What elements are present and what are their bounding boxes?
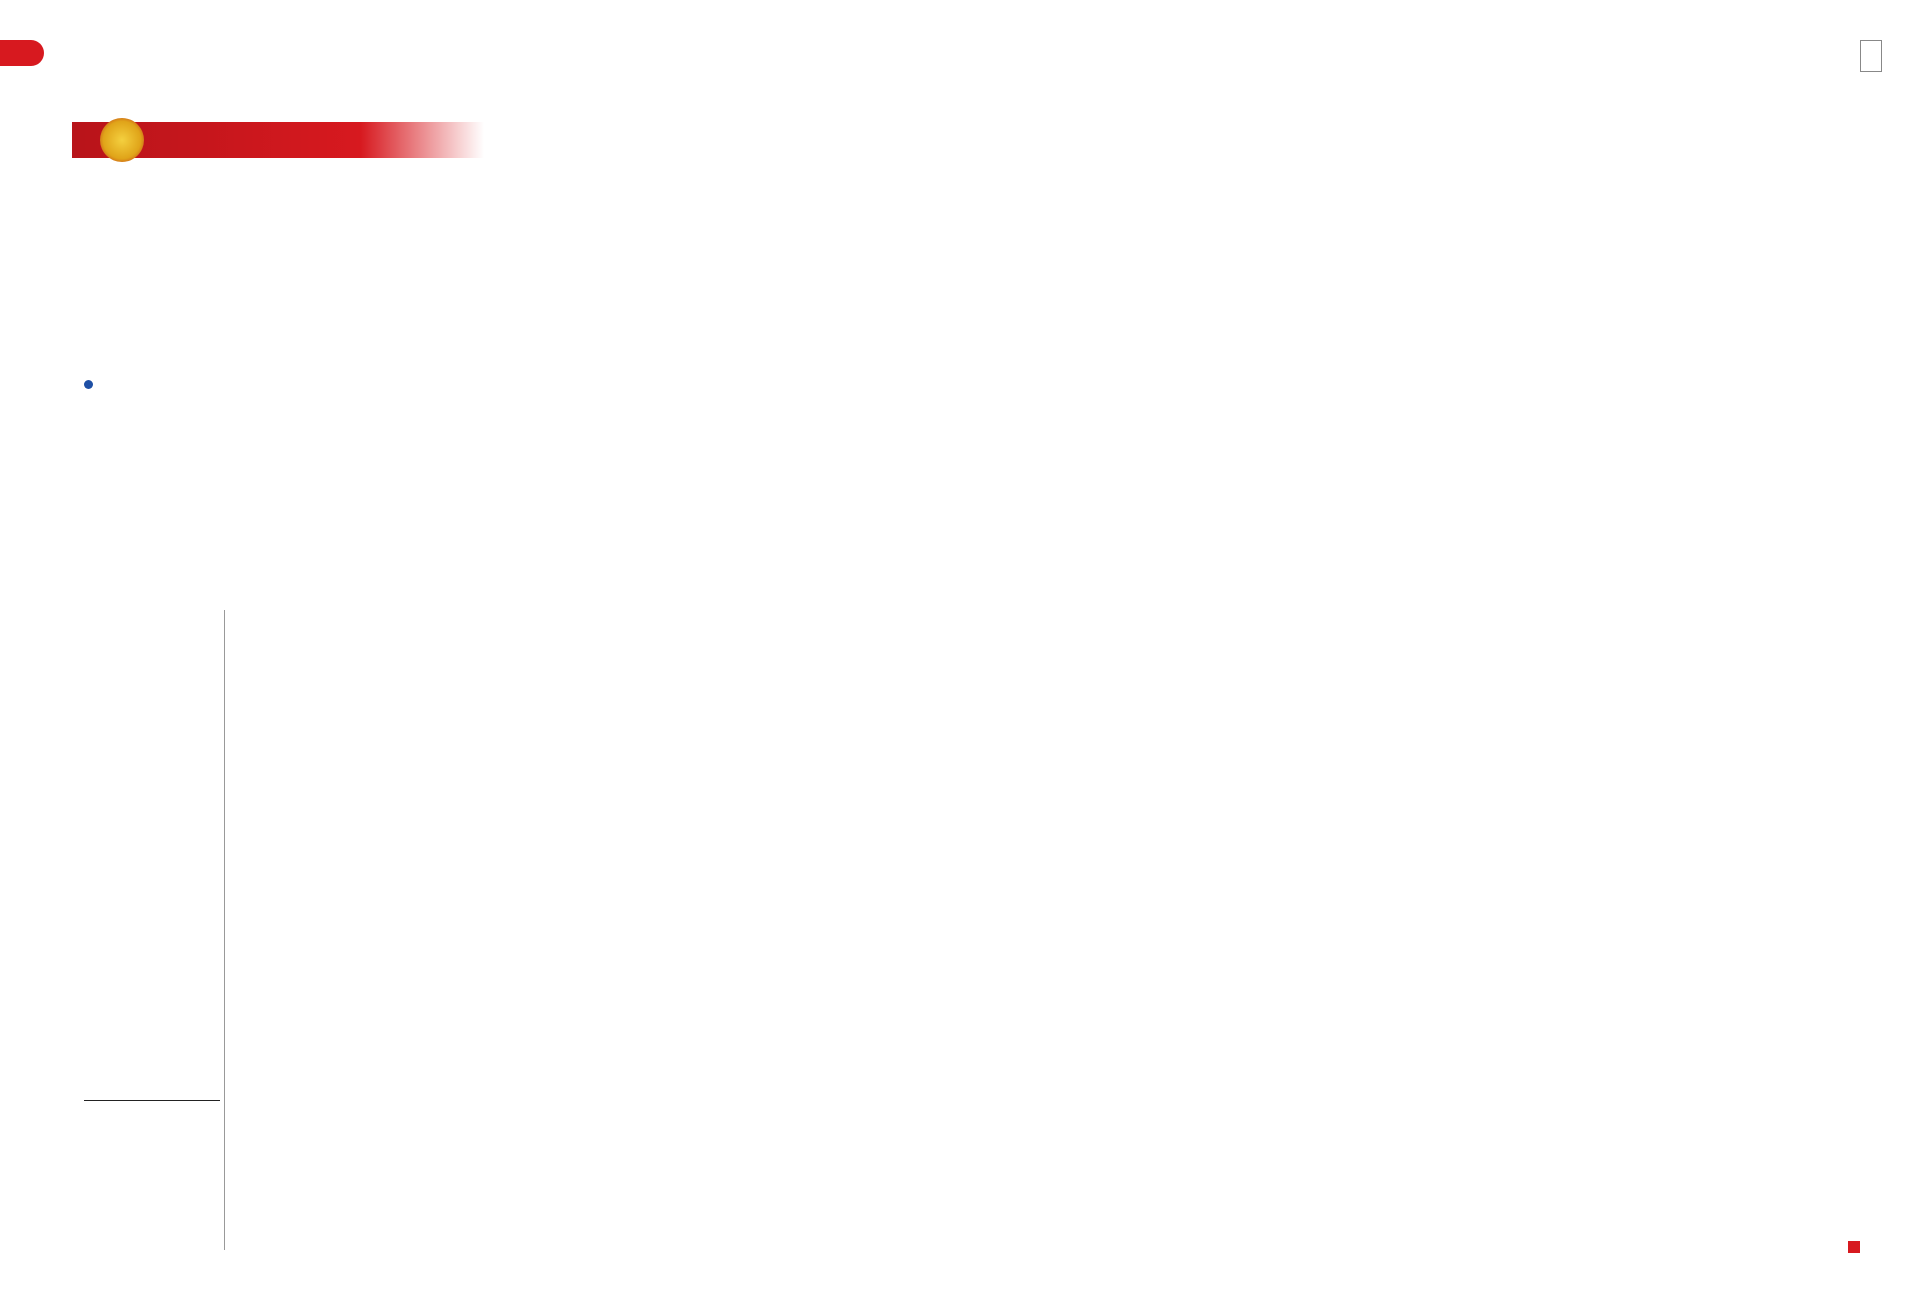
author-box — [84, 1090, 220, 1109]
column-divider — [224, 610, 225, 1250]
brand-badge — [1860, 40, 1882, 72]
column-4 — [1327, 162, 1585, 176]
end-mark-icon — [1848, 1241, 1860, 1253]
byline — [84, 376, 101, 392]
column-1 — [244, 606, 564, 620]
party-emblem-icon — [100, 118, 144, 162]
editor-credit — [1844, 1240, 1860, 1253]
byline-dot-icon — [84, 380, 93, 389]
column-3 — [1040, 162, 1298, 176]
author-name — [84, 1090, 220, 1101]
section-marker — [0, 40, 44, 66]
